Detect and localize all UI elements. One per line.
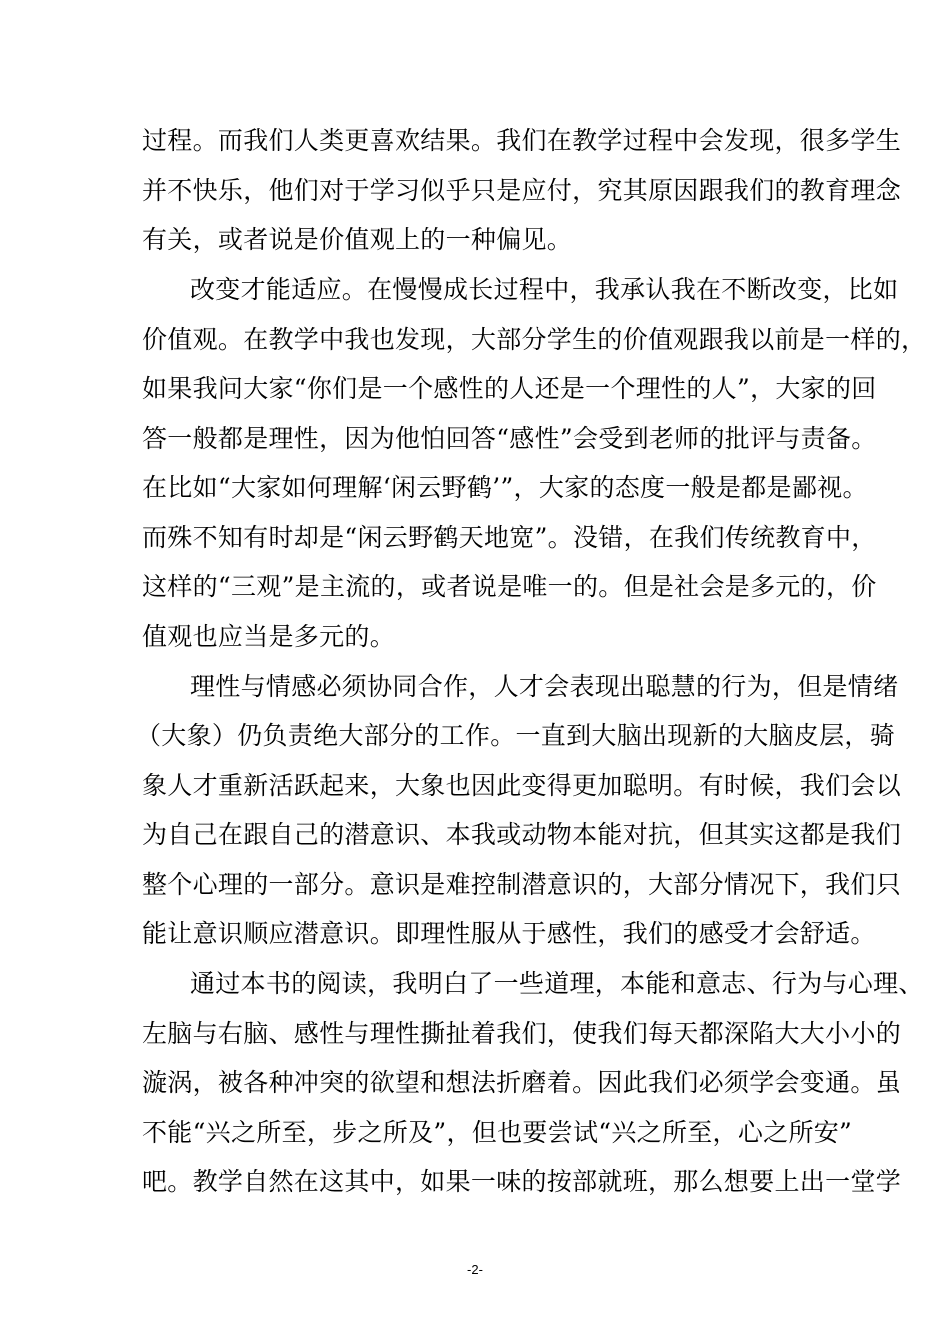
text-line: 过程。而我们人类更喜欢结果。我们在教学过程中会发现，很多学生 bbox=[142, 126, 902, 155]
text-line: 左脑与右脑、感性与理性撕扯着我们，使我们每天都深陷大大小小的 bbox=[142, 1019, 902, 1048]
text-line: 在比如“大家如何理解‘闲云野鹤’”，大家的态度一般是都是鄙视。 bbox=[142, 473, 868, 502]
text-line: 这样的“三观”是主流的，或者说是唯一的。但是社会是多元的，价 bbox=[142, 572, 877, 601]
paragraph-start-line: 理性与情感必须协同合作，人才会表现出聪慧的行为，但是情绪 bbox=[190, 672, 899, 701]
text-line: （大象）仍负责绝大部分的工作。一直到大脑出现新的大脑皮层，骑 bbox=[136, 721, 896, 750]
text-line: 整个心理的一部分。意识是难控制潜意识的，大部分情况下，我们只 bbox=[142, 870, 902, 899]
text-line: 如果我问大家“你们是一个感性的人还是一个理性的人”，大家的回 bbox=[142, 374, 877, 403]
text-line: 为自己在跟自己的潜意识、本我或动物本能对抗，但其实这都是我们 bbox=[142, 820, 902, 849]
text-line: 象人才重新活跃起来，大象也因此变得更加聪明。有时候，我们会以 bbox=[142, 771, 902, 800]
text-line: 能让意识顺应潜意识。即理性服从于感性，我们的感受才会舒适。 bbox=[142, 919, 876, 948]
paragraph-start-line: 改变才能适应。在慢慢成长过程中，我承认我在不断改变，比如 bbox=[190, 275, 899, 304]
paragraph-start-line: 通过本书的阅读，我明白了一些道理，本能和意志、行为与心理、 bbox=[190, 969, 924, 998]
text-line: 吧。教学自然在这其中，如果一味的按部就班，那么想要上出一堂学 bbox=[142, 1167, 902, 1196]
text-line: 不能“兴之所至，步之所及”，但也要尝试“兴之所至，心之所安” bbox=[142, 1118, 853, 1147]
text-line: 答一般都是理性，因为他怕回答“感性”会受到老师的批评与责备。 bbox=[142, 424, 877, 453]
text-line: 价值观。在教学中我也发现，大部分学生的价值观跟我以前是一样的， bbox=[142, 325, 927, 354]
text-line: 有关，或者说是价值观上的一种偏见。 bbox=[142, 225, 573, 254]
text-line: 并不快乐，他们对于学习似乎只是应付，究其原因跟我们的教育理念 bbox=[142, 176, 902, 205]
text-line: 值观也应当是多元的。 bbox=[142, 622, 396, 651]
page-number: -2- bbox=[467, 1262, 483, 1277]
text-line: 而殊不知有时却是“闲云野鹤天地宽”。没错，在我们传统教育中， bbox=[142, 523, 877, 552]
text-line: 漩涡，被各种冲突的欲望和想法折磨着。因此我们必须学会变通。虽 bbox=[142, 1068, 902, 1097]
